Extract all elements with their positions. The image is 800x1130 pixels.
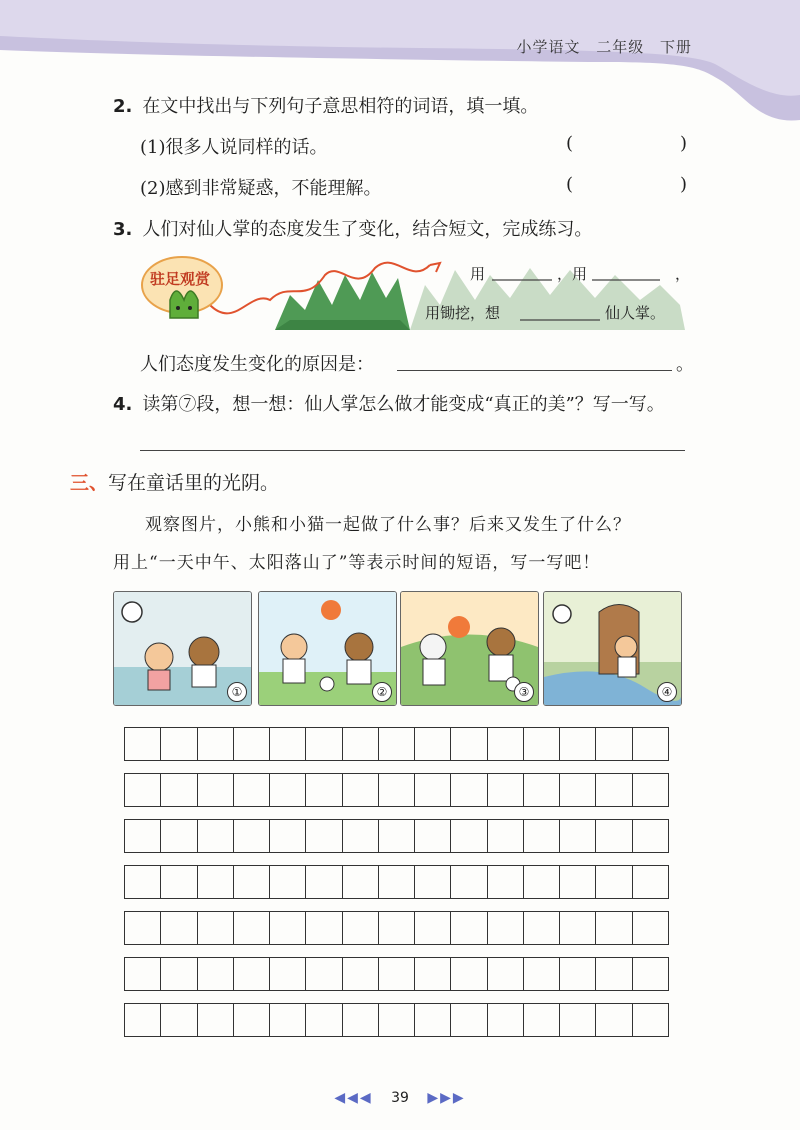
picture-1 <box>113 591 252 706</box>
question-text: 在文中找出与下列句子意思相符的词语，填一填。 <box>142 96 539 117</box>
grid-cell[interactable] <box>415 820 451 852</box>
grid-cell[interactable] <box>415 1004 451 1036</box>
question-3 <box>113 215 592 241</box>
grid-cell[interactable] <box>270 820 306 852</box>
prompt-line-2: 用上“一天中午、太阳落山了”等表示时间的短语，写一写吧！ <box>113 553 601 573</box>
grid-cell[interactable] <box>451 866 487 898</box>
grid-cell[interactable] <box>161 820 197 852</box>
grid-cell[interactable] <box>560 728 596 760</box>
grid-cell[interactable] <box>596 912 632 944</box>
grid-row <box>124 957 669 991</box>
grid-cell[interactable] <box>306 820 342 852</box>
grid-cell[interactable] <box>125 866 161 898</box>
grid-cell[interactable] <box>488 820 524 852</box>
grid-cell[interactable] <box>524 866 560 898</box>
grid-cell[interactable] <box>560 912 596 944</box>
grid-cell[interactable] <box>343 1004 379 1036</box>
badge-label: 驻足观赏 <box>150 270 211 288</box>
question-4 <box>113 390 665 416</box>
grid-cell[interactable] <box>379 774 415 806</box>
grid-cell[interactable] <box>633 820 668 852</box>
page-number: 39 <box>391 1090 409 1106</box>
question-2 <box>113 92 538 118</box>
grid-cell[interactable] <box>198 774 234 806</box>
grid-cell[interactable] <box>596 866 632 898</box>
grid-cell[interactable] <box>379 958 415 990</box>
grid-cell[interactable] <box>125 728 161 760</box>
grid-cell[interactable] <box>415 866 451 898</box>
reason-blank[interactable] <box>397 370 672 371</box>
grid-cell[interactable] <box>306 958 342 990</box>
question-text: 人们对仙人掌的态度发生了变化，结合短文，完成练习。 <box>142 219 593 240</box>
picture-2 <box>258 591 397 706</box>
grid-cell[interactable] <box>161 866 197 898</box>
grid-cell[interactable] <box>379 728 415 760</box>
grid-cell[interactable] <box>270 866 306 898</box>
grid-cell[interactable] <box>306 866 342 898</box>
grid-cell[interactable] <box>161 774 197 806</box>
grid-cell[interactable] <box>270 774 306 806</box>
grid-cell[interactable] <box>560 774 596 806</box>
grid-cell[interactable] <box>125 820 161 852</box>
grid-cell[interactable] <box>125 912 161 944</box>
grid-cell[interactable] <box>415 728 451 760</box>
grid-cell[interactable] <box>343 866 379 898</box>
grid-cell[interactable] <box>633 774 668 806</box>
grid-row <box>124 727 669 761</box>
grid-cell[interactable] <box>488 958 524 990</box>
reason-end: 。 <box>676 354 694 375</box>
grid-cell[interactable] <box>306 912 342 944</box>
grid-cell[interactable] <box>125 774 161 806</box>
grid-cell[interactable] <box>270 1004 306 1036</box>
grid-cell[interactable] <box>524 912 560 944</box>
grid-cell[interactable] <box>596 774 632 806</box>
grid-cell[interactable] <box>234 820 270 852</box>
grid-cell[interactable] <box>161 958 197 990</box>
grid-cell[interactable] <box>596 958 632 990</box>
grid-cell[interactable] <box>379 866 415 898</box>
grid-cell[interactable] <box>633 1004 668 1036</box>
next-arrows-icon: ▶▶▶ <box>427 1090 466 1106</box>
grid-cell[interactable] <box>161 912 197 944</box>
grid-cell[interactable] <box>560 866 596 898</box>
writing-grid[interactable] <box>124 727 669 1049</box>
grid-cell[interactable] <box>306 774 342 806</box>
picture-number: ① <box>227 682 247 702</box>
fill-b2: 仙人掌。 <box>605 304 666 322</box>
grid-cell[interactable] <box>633 958 668 990</box>
grid-cell[interactable] <box>161 728 197 760</box>
grid-cell[interactable] <box>198 958 234 990</box>
grid-row <box>124 819 669 853</box>
grid-cell[interactable] <box>270 958 306 990</box>
left-paren: ( <box>566 174 574 195</box>
grid-cell[interactable] <box>379 1004 415 1036</box>
grid-cell[interactable] <box>560 958 596 990</box>
section-number: 三、 <box>70 472 109 494</box>
grid-cell[interactable] <box>451 1004 487 1036</box>
grid-cell[interactable] <box>343 820 379 852</box>
grid-cell[interactable] <box>524 728 560 760</box>
grid-cell[interactable] <box>270 728 306 760</box>
grid-cell[interactable] <box>198 912 234 944</box>
grid-cell[interactable] <box>415 912 451 944</box>
grid-cell[interactable] <box>270 912 306 944</box>
page-footer <box>0 1090 800 1106</box>
picture-4 <box>543 591 682 706</box>
grid-cell[interactable] <box>488 912 524 944</box>
header-title: 小学语文 二年级 下册 <box>516 38 692 56</box>
grid-cell[interactable] <box>198 866 234 898</box>
grid-cell[interactable] <box>379 820 415 852</box>
grid-cell[interactable] <box>198 1004 234 1036</box>
grid-cell[interactable] <box>633 912 668 944</box>
grid-cell[interactable] <box>451 820 487 852</box>
question-text: 读第⑦段，想一想：仙人掌怎么做才能变成“真正的美”？写一写。 <box>142 394 665 415</box>
prev-arrows-icon: ◀◀◀ <box>334 1090 373 1106</box>
answer-blank[interactable]: ) <box>680 174 688 195</box>
grid-cell[interactable] <box>234 866 270 898</box>
fill-b1: 用锄挖，想 <box>425 304 501 322</box>
grid-cell[interactable] <box>524 958 560 990</box>
section-title <box>70 468 279 495</box>
answer-blank[interactable]: ) <box>680 133 688 154</box>
grid-cell[interactable] <box>125 958 161 990</box>
q2-item-1: (1)很多人说同样的话。 <box>140 137 328 158</box>
grid-cell[interactable] <box>451 912 487 944</box>
grid-cell[interactable] <box>451 728 487 760</box>
grid-cell[interactable] <box>596 820 632 852</box>
grid-cell[interactable] <box>451 958 487 990</box>
grid-cell[interactable] <box>524 1004 560 1036</box>
picture-number: ③ <box>514 682 534 702</box>
grid-cell[interactable] <box>161 1004 197 1036</box>
grid-cell[interactable] <box>343 912 379 944</box>
picture-number: ④ <box>657 682 677 702</box>
question-number: 2. <box>113 96 133 117</box>
grid-cell[interactable] <box>234 728 270 760</box>
reason-prompt: 人们态度发生变化的原因是： <box>140 354 374 375</box>
grid-cell[interactable] <box>234 774 270 806</box>
grid-cell[interactable] <box>343 958 379 990</box>
grid-cell[interactable] <box>306 728 342 760</box>
grid-cell[interactable] <box>379 912 415 944</box>
q2-item-2: (2)感到非常疑惑，不能理解。 <box>140 178 382 199</box>
grid-cell[interactable] <box>488 866 524 898</box>
fill-a1: 用 <box>470 265 486 283</box>
grid-cell[interactable] <box>524 820 560 852</box>
grid-cell[interactable] <box>234 912 270 944</box>
left-paren: ( <box>566 133 574 154</box>
question-number: 4. <box>113 394 133 415</box>
answer-line[interactable] <box>140 450 685 451</box>
grid-cell[interactable] <box>488 728 524 760</box>
prompt-line-1: 观察图片，小熊和小猫一起做了什么事？后来又发生了什么？ <box>145 515 631 535</box>
grid-cell[interactable] <box>560 1004 596 1036</box>
fill-a2: ，用 <box>557 265 588 283</box>
section-heading: 写在童话里的光阴。 <box>108 472 280 494</box>
grid-cell[interactable] <box>125 1004 161 1036</box>
grid-cell[interactable] <box>451 774 487 806</box>
grid-cell[interactable] <box>633 866 668 898</box>
grid-cell[interactable] <box>560 820 596 852</box>
grid-cell[interactable] <box>596 1004 632 1036</box>
grid-row <box>124 1003 669 1037</box>
grid-row <box>124 865 669 899</box>
grid-cell[interactable] <box>488 774 524 806</box>
grid-cell[interactable] <box>633 728 668 760</box>
picture-3 <box>400 591 539 706</box>
question-number: 3. <box>113 219 133 240</box>
grid-cell[interactable] <box>198 728 234 760</box>
grid-cell[interactable] <box>234 958 270 990</box>
grid-cell[interactable] <box>488 1004 524 1036</box>
grid-cell[interactable] <box>524 774 560 806</box>
picture-number: ② <box>372 682 392 702</box>
grid-cell[interactable] <box>198 820 234 852</box>
grid-cell[interactable] <box>234 1004 270 1036</box>
grid-cell[interactable] <box>306 1004 342 1036</box>
grid-row <box>124 773 669 807</box>
fill-a3: ， <box>675 265 691 283</box>
grid-cell[interactable] <box>415 774 451 806</box>
grid-cell[interactable] <box>343 774 379 806</box>
grid-row <box>124 911 669 945</box>
grid-cell[interactable] <box>596 728 632 760</box>
grid-cell[interactable] <box>343 728 379 760</box>
grid-cell[interactable] <box>415 958 451 990</box>
